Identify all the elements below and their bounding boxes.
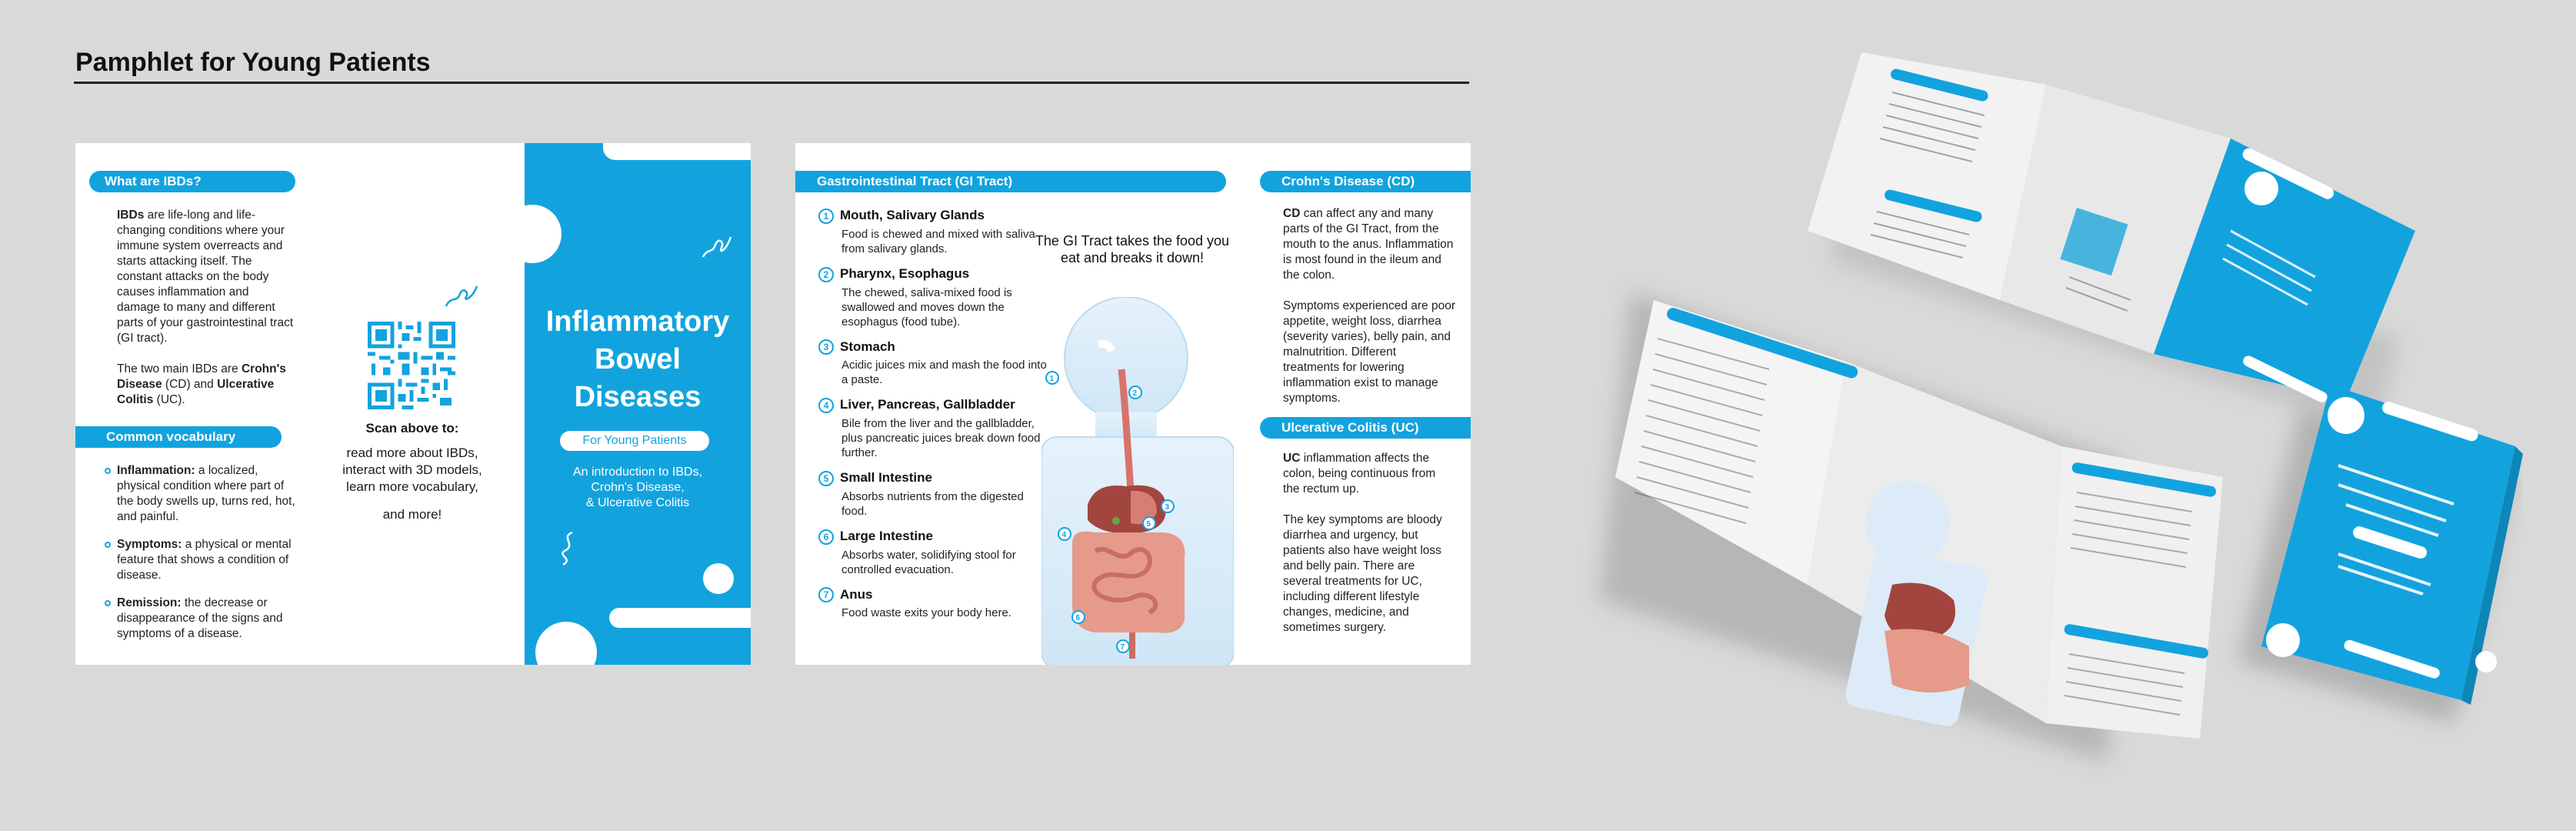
uc-heading: Ulcerative Colitis (UC) — [1260, 417, 1471, 439]
deco-bar — [603, 143, 751, 160]
scan-text — [323, 420, 502, 523]
svg-text:5: 5 — [1146, 520, 1151, 529]
ibd-main-intro: The two main IBDs are — [117, 362, 238, 375]
gi-steps — [818, 208, 1049, 630]
gi-step: 1 Mouth, Salivary Glands Food is chewed and mixed with saliva from salivary glands. — [818, 208, 1049, 256]
svg-text:1: 1 — [1049, 375, 1055, 383]
cd-text: CD can affect any and many parts of the GI Tract, from the mouth to the anus. Inflammation is most found in the ileum and the colon. Symptoms experienced are poor appetite, weight loss, diarrhea (severity varies), belly pain, and malnutrition. Different treatments for lowering inflammation exist to manage symptoms. — [1283, 207, 1456, 405]
squiggle-decoration — [557, 529, 580, 572]
ibd-definition: are life-long and life-changing conditions where your immune system overreacts and starts attacking itself. The constant attacks on the body causes inflammation and damage to many and different parts of your gastrointestinal tract (GI tract). — [117, 209, 294, 345]
what-ibd-text — [117, 208, 294, 408]
squiggle-decoration — [443, 280, 482, 315]
scan-line: and more! — [382, 507, 442, 522]
svg-text:7: 7 — [1120, 643, 1125, 652]
vocab-list — [105, 463, 295, 654]
page-title: Pamphlet for Young Patients — [75, 48, 431, 77]
gi-heading: Gastrointestinal Tract (GI Tract) — [795, 171, 1226, 192]
deco-circle — [703, 563, 734, 594]
scan-line: interact with 3D models, — [342, 462, 482, 477]
cover-badge: For Young Patients — [560, 431, 709, 451]
what-ibd-heading: What are IBDs? — [89, 171, 295, 192]
svg-text:2: 2 — [1132, 389, 1138, 398]
gi-caption: The GI Tract takes the food you eat and breaks it down! — [1035, 233, 1230, 265]
gi-step: 6 Large Intestine Absorbs water, solidifying stool for controlled evacuation. — [818, 529, 1049, 577]
vocab-heading: Common vocabulary — [75, 426, 282, 448]
deco-circle — [535, 622, 597, 665]
gi-tract-illustration — [1041, 297, 1234, 665]
title-divider — [74, 82, 1469, 84]
scan-title: Scan above to: — [365, 421, 459, 436]
cd-abbrev-text: (CD) and — [162, 378, 214, 391]
squiggle-decoration — [700, 231, 735, 265]
cover-subtitle: An introduction to IBDs, Crohn's Disease, & Ulcerative Colitis — [572, 466, 703, 509]
vocab-item: Remission: the decrease or disappearance of the signs and symptoms of a disease. — [105, 596, 295, 642]
deco-circle — [525, 205, 562, 263]
svg-text:4: 4 — [1061, 531, 1067, 539]
svg-text:6: 6 — [1075, 614, 1081, 622]
uc-abbrev-text: (UC). — [153, 393, 185, 406]
gi-step: 4 Liver, Pancreas, Gallbladder Bile from the liver and the gallbladder, plus pancreatic juices break down food further. — [818, 397, 1049, 460]
uc-term: Ulcerative Colitis — [117, 378, 275, 406]
scan-line: learn more vocabulary, — [346, 479, 478, 494]
cover-panel — [525, 143, 751, 665]
deco-bar — [609, 608, 751, 628]
uc-text: UC inflammation affects the colon, being continuous from the rectum up. The key symptoms are bloody diarrhea and urgency, but patients also have weight loss and belly pain. There are several treatments for UC, including different lifestyle changes, medicine, and sometimes surgery. — [1283, 452, 1442, 634]
gi-step: 2 Pharynx, Esophagus The chewed, saliva-mixed food is swallowed and moves down the esophagus (food tube). — [818, 266, 1049, 329]
cd-heading: Crohn's Disease (CD) — [1260, 171, 1471, 192]
cover-title: Inflammatory Bowel Diseases — [545, 305, 730, 413]
vocab-item: Inflammation: a localized, physical condition where part of the body swells up, turns red, hot, and painful. — [105, 463, 295, 525]
svg-text:3: 3 — [1165, 503, 1170, 512]
qr-code[interactable] — [368, 322, 455, 409]
outside-spread — [75, 143, 751, 665]
gi-step: 7 Anus Food waste exits your body here. — [818, 587, 1049, 621]
pamphlet-mockup — [1569, 46, 2523, 785]
gi-step: 5 Small Intestine Absorbs nutrients from the digested food. — [818, 470, 1049, 519]
gi-step: 3 Stomach Acidic juices mix and mash the food into a paste. — [818, 339, 1049, 388]
vocab-item: Symptoms: a physical or mental feature that shows a condition of disease. — [105, 537, 295, 583]
inside-spread — [795, 143, 1471, 665]
crohns-term: Crohn's Disease — [117, 362, 286, 391]
ibd-term: IBDs — [117, 209, 145, 222]
scan-line: read more about IBDs, — [346, 446, 478, 460]
